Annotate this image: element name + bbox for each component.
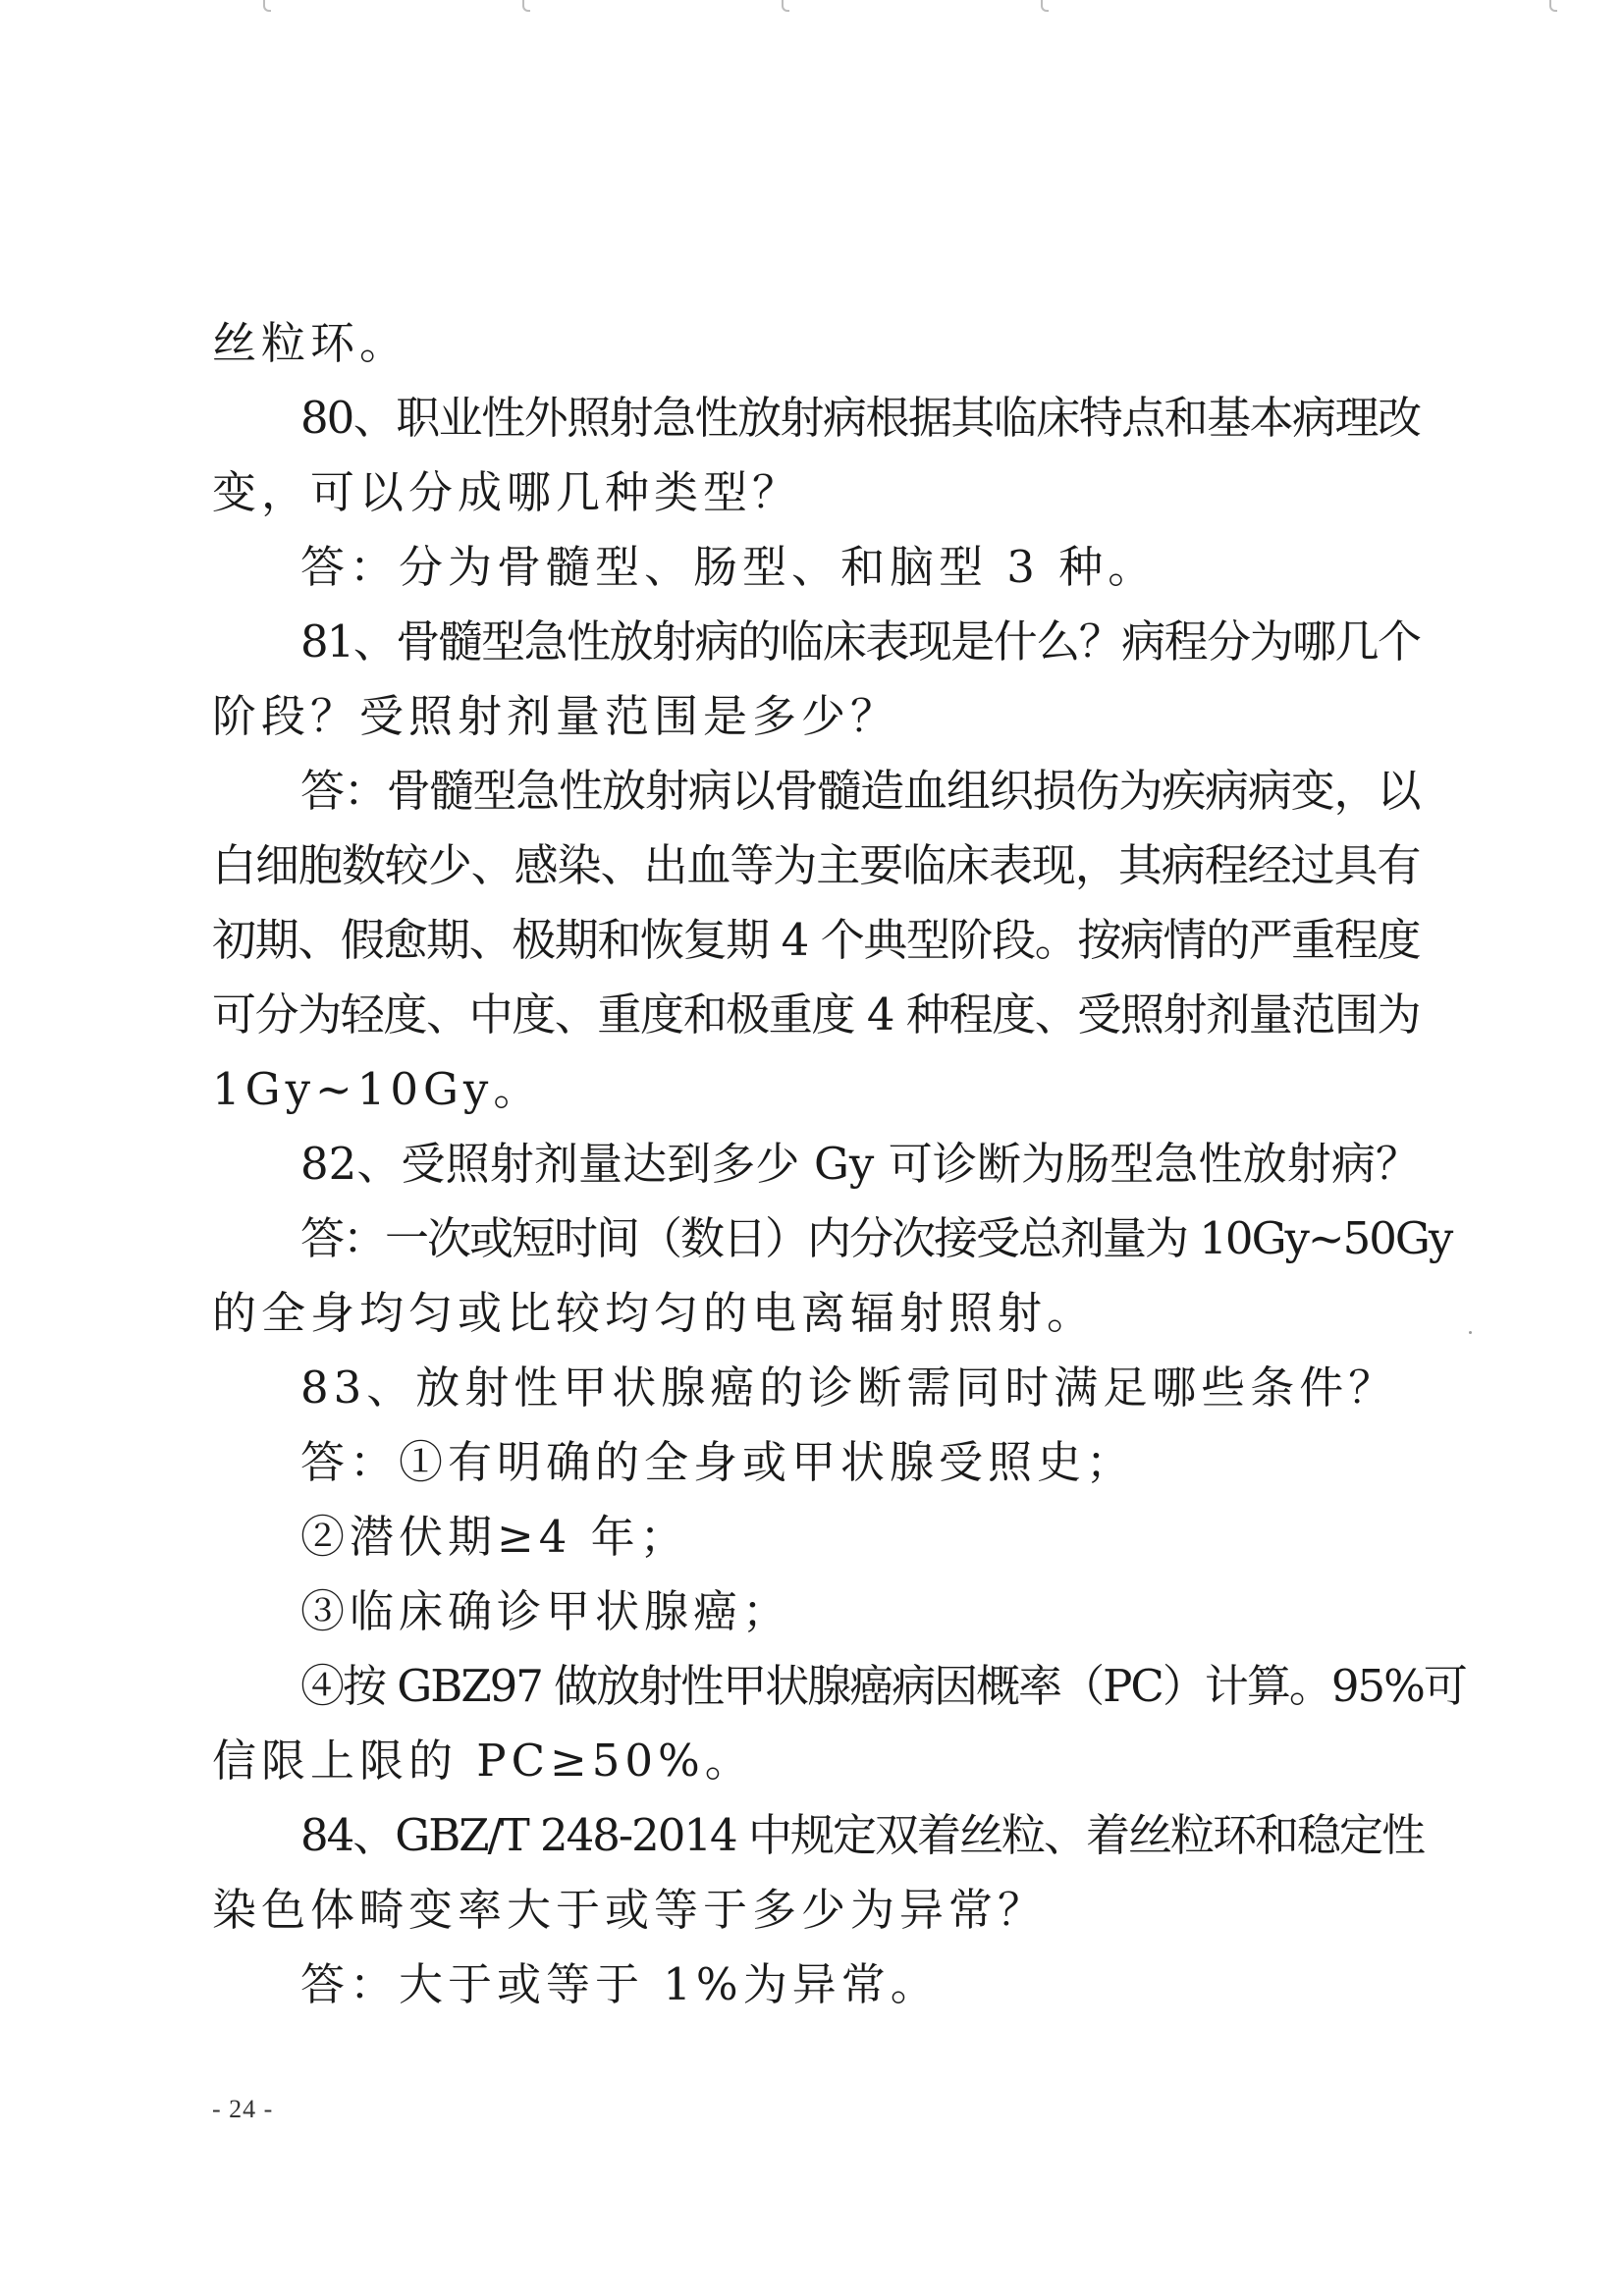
text-line: 答：大于或等于 1%为异常。 (300, 1958, 940, 2010)
scan-edge-marks (0, 0, 1623, 14)
text-line: 染色体畸变率大于或等于多少为异常？ (212, 1884, 1048, 1936)
text-line: 阶段？受照射剂量范围是多少？ (212, 690, 900, 742)
text-line: 白细胞数较少、感染、出血等为主要临床表现，其病程经过具有 (212, 839, 1420, 891)
scan-mark (782, 0, 789, 12)
text-line: 82、受照射剂量达到多少 Gy 可诊断为肠型急性放射病？ (300, 1138, 1420, 1190)
text-line: 初期、假愈期、极期和恢复期 4 个典型阶段。按病情的严重程度 (212, 914, 1420, 966)
text-line: 答：一次或短时间（数日）内分次接受总剂量为 10Gy~50Gy (300, 1212, 1452, 1264)
scan-mark (1041, 0, 1049, 12)
text-line: 答：分为骨髓型、肠型、和脑型 3 种。 (300, 541, 1158, 593)
page-number: - 24 - (212, 2095, 274, 2123)
text-line: 答：①有明确的全身或甲状腺受照史； (300, 1436, 1136, 1488)
text-line: 83、放射性甲状腺癌的诊断需同时满足哪些条件？ (300, 1362, 1398, 1414)
text-line: 变，可以分成哪几种类型？ (212, 466, 802, 518)
text-line: ④按 GBZ97 做放射性甲状腺癌病因概率（PC）计算。95%可 (300, 1660, 1466, 1712)
text-line: 信限上限的 PC≥50%。 (212, 1735, 754, 1787)
scan-mark (263, 0, 271, 12)
scan-speck (1469, 1331, 1472, 1334)
text-line: 81、骨髓型急性放射病的临床表现是什么？病程分为哪几个 (300, 615, 1420, 667)
text-line: 可分为轻度、中度、重度和极重度 4 种程度、受照射剂量范围为 (212, 988, 1420, 1041)
scan-mark (522, 0, 530, 12)
text-line: 丝粒环。 (212, 317, 409, 369)
text-line: 的全身均匀或比较均匀的电离辐射照射。 (212, 1287, 1097, 1339)
text-line: 1Gy~10Gy。 (212, 1063, 543, 1115)
scan-mark (1549, 0, 1557, 12)
text-line: 84、GBZ/T 248-2014 中规定双着丝粒、着丝粒环和稳定性 (300, 1809, 1424, 1861)
document-body (212, 306, 1466, 2022)
text-line: ②潜伏期≥4 年； (300, 1511, 689, 1563)
text-line: 答：骨髓型急性放射病以骨髓造血组织损伤为疾病病变，以 (300, 765, 1420, 817)
text-line: ③临床确诊甲状腺癌； (300, 1585, 792, 1637)
text-line: 80、职业性外照射急性放射病根据其临床特点和基本病理改 (300, 392, 1420, 444)
